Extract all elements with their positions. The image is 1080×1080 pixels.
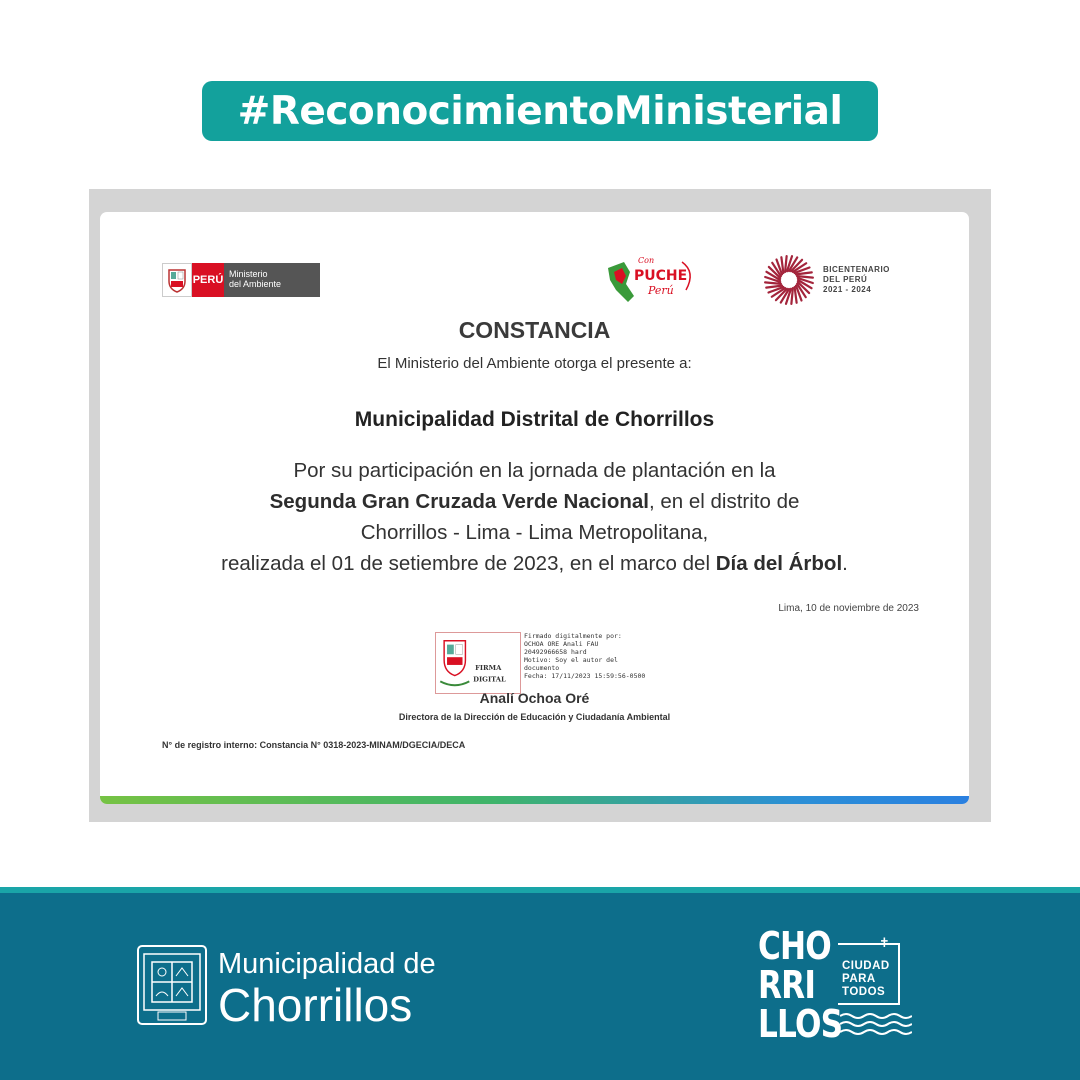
bicentenario-line3: 2021 - 2024 xyxy=(823,285,872,294)
municipality-wordmark xyxy=(218,947,436,1029)
body-line2-bold: Segunda Gran Cruzada Verde Nacional xyxy=(269,490,649,513)
body-line4 xyxy=(100,548,969,579)
peru-shield-icon xyxy=(162,263,192,297)
minam-ministry-label xyxy=(224,263,320,297)
body-line2-rest: , en el distrito de xyxy=(648,490,800,513)
body-line4-pre: realizada el 01 de setiembre de 2023, en el marco del xyxy=(221,552,716,575)
minam-ministry-line2: del Ambiente xyxy=(229,279,282,289)
certificate-intro: El Ministerio del Ambiente otorga el presente a: xyxy=(377,355,692,372)
hashtag-banner: #ReconocimientoMinisterial xyxy=(202,81,878,141)
sig-meta-line: OCHOA ORE Anali FAU xyxy=(524,640,599,648)
minam-logo xyxy=(162,263,320,297)
certificate-body xyxy=(100,455,969,579)
body-line2 xyxy=(100,486,969,517)
sig-meta-line: 20492966658 hard xyxy=(524,648,587,656)
bicentenario-text xyxy=(823,265,890,295)
body-line3: Chorrillos - Lima - Lima Metropolitana, xyxy=(360,521,709,544)
bicentenario-logo xyxy=(763,252,923,308)
tag-line1: CIUDAD xyxy=(842,960,890,972)
sig-meta-line: Fecha: 17/11/2023 15:59:56-0500 xyxy=(524,672,646,680)
ciudad-para-todos-tag xyxy=(842,960,890,999)
certificate-frame xyxy=(89,189,991,822)
digital-signature-seal xyxy=(435,632,521,694)
con-puche-peru-logo xyxy=(600,250,700,310)
cross-icon: ✝ xyxy=(879,935,890,950)
chorrillos-shield-icon xyxy=(136,944,208,1026)
bicentenario-line2: DEL PERÚ xyxy=(823,275,868,284)
puche-puche-text: PUCHE xyxy=(634,268,688,284)
seal-digital-text: DIGITAL xyxy=(473,675,506,684)
tag-line3: TODOS xyxy=(842,986,886,998)
body-line1: Por su participación en la jornada de plantación en la xyxy=(293,459,776,482)
cho-line2: RRI xyxy=(758,963,816,1007)
bicentenario-line1: BICENTENARIO xyxy=(823,265,890,274)
tag-line2: PARA xyxy=(842,973,876,985)
signature-metadata xyxy=(524,632,645,680)
muni-line1: Municipalidad de xyxy=(218,948,436,980)
certificate-title: CONSTANCIA xyxy=(458,317,611,343)
registration-number: N° de registro interno: Constancia N° 0318-2023-MINAM/DGECIA/DECA xyxy=(162,740,466,750)
minam-peru-label: PERÚ xyxy=(192,263,224,297)
certificate-gradient-bar xyxy=(100,796,969,804)
waves-icon xyxy=(840,1011,912,1039)
certificate xyxy=(100,212,969,804)
bicentenario-burst-icon xyxy=(763,254,815,306)
certificate-recipient: Municipalidad Distrital de Chorrillos xyxy=(354,408,715,431)
footer xyxy=(0,893,1080,1080)
certificate-date: Lima, 10 de noviembre de 2023 xyxy=(778,603,919,614)
sig-meta-line: Firmado digitalmente por: xyxy=(524,632,622,640)
cho-line3: LLOS xyxy=(758,1002,843,1046)
cho-line1: CHO xyxy=(758,924,831,968)
chorrillos-brand-logo xyxy=(758,924,843,1046)
puche-con-text: Con xyxy=(638,256,655,265)
body-line4-post: . xyxy=(842,552,848,575)
sig-meta-line: documento xyxy=(524,664,560,672)
puche-peru-text: Perú xyxy=(648,284,674,297)
signer-name: Analí Ochoa Oré xyxy=(479,690,590,706)
body-line4-bold: Día del Árbol xyxy=(715,552,843,575)
minam-ministry-line1: Ministerio xyxy=(229,269,268,279)
sig-meta-line: Motivo: Soy el autor del xyxy=(524,656,618,664)
signer-role: Directora de la Dirección de Educación y Ciudadanía Ambiental xyxy=(398,712,671,722)
muni-line2: Chorrillos xyxy=(218,979,413,1031)
seal-firma-text: FIRMA xyxy=(475,663,502,672)
